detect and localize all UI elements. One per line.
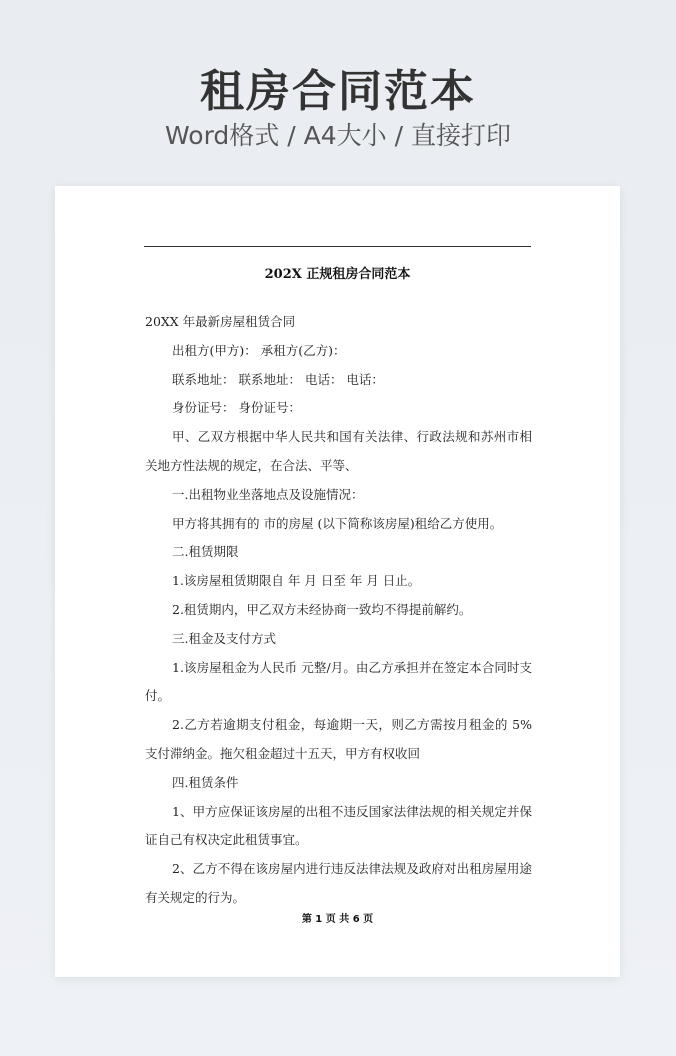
- document-paragraph: 1.该房屋租金为人民币 元整/月。由乙方承担并在签定本合同时支付。: [145, 659, 532, 704]
- document-paragraph: 联系地址： 联系地址： 电话： 电话：: [172, 371, 384, 387]
- document-paragraph: 2.租赁期内，甲乙双方未经协商一致均不得提前解约。: [172, 601, 472, 617]
- document-body: [145, 308, 532, 913]
- document-paragraph: 2.乙方若逾期支付租金，每逾期一天，则乙方需按月租金的 5%支付滞纳金。拖欠租金超过十五天，甲方有权收回: [145, 717, 532, 761]
- document-page: [55, 186, 620, 977]
- document-paragraph: 甲、乙双方根据中华人民共和国有关法律、行政法规和苏州市相关地方性法规的规定，在合法、平等、: [145, 429, 532, 473]
- header-rule: [144, 246, 531, 247]
- page-subtitle: Word格式 / A4大小 / 直接打印: [165, 121, 511, 150]
- document-paragraph: 2、乙方不得在该房屋内进行违反法律法规及政府对出租房屋用途有关规定的行为。: [145, 861, 532, 905]
- document-paragraph: 二.租赁期限: [172, 544, 239, 560]
- document-paragraph: 1.该房屋租赁期限自 年 月 日至 年 月 日止。: [172, 573, 421, 589]
- document-paragraph: 出租方(甲方)： 承租方(乙方)：: [172, 342, 346, 358]
- document-paragraph: 四.租赁条件: [172, 774, 239, 790]
- page-footer: 第 1 页 共 6 页: [301, 914, 374, 925]
- document-paragraph: 三.租金及支付方式: [172, 630, 276, 646]
- document-paragraph: 1、甲方应保证该房屋的出租不违反国家法律法规的相关规定并保证自己有权决定此租赁事宜。: [145, 803, 532, 848]
- page-title: 租房合同范本: [200, 66, 476, 117]
- document-title: 202X 正规租房合同范本: [264, 267, 411, 282]
- document-paragraph: 身份证号： 身份证号：: [172, 400, 301, 416]
- document-paragraph: 甲方将其拥有的 市的房屋 (以下简称该房屋)租给乙方使用。: [172, 515, 503, 531]
- document-paragraph: 20XX 年最新房屋租赁合同: [145, 314, 296, 329]
- document-paragraph: 一.出租物业坐落地点及设施情况：: [172, 486, 364, 502]
